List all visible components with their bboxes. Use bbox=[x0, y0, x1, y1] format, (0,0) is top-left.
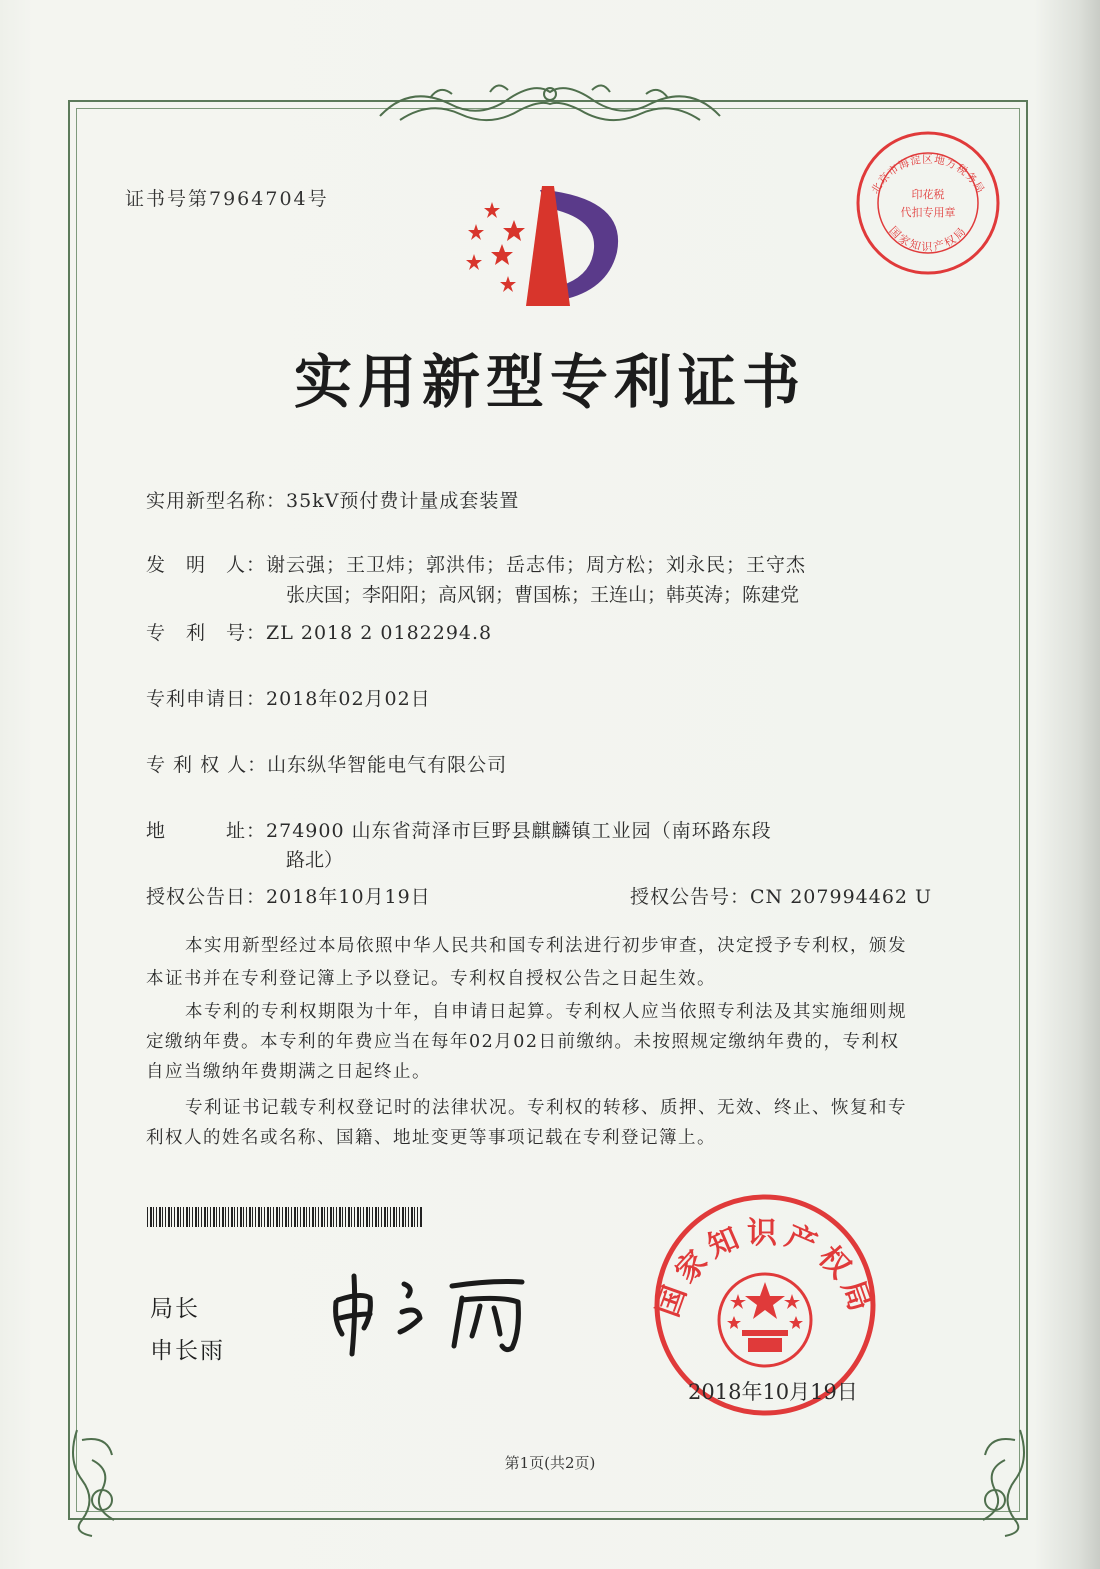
patentee-label: 专 利 权 人： bbox=[146, 754, 268, 776]
paragraph-1-line-1: 本实用新型经过本局依照中华人民共和国专利法进行初步审查，决定授予专利权，颁发 bbox=[185, 936, 907, 956]
seal-date: 2018年10月19日 bbox=[688, 1380, 858, 1404]
paragraph-2-line-1: 本专利的专利权期限为十年，自申请日起算。专利权人应当依照专利法及其实施细则规 bbox=[185, 1002, 907, 1022]
tax-stamp-ring-text: 北京市海淀区地方税务局 bbox=[869, 153, 987, 197]
patent-office-logo bbox=[462, 182, 632, 312]
address-label: 地 址： bbox=[146, 820, 267, 842]
paragraph-2-line-3: 自应当缴纳年费期满之日起终止。 bbox=[146, 1062, 431, 1082]
page-indicator: 第1页(共2页) bbox=[504, 1454, 596, 1472]
grant-number-value: CN 207994462 U bbox=[750, 886, 933, 908]
tax-stamp-bottom-text: 国家知识产权局 bbox=[886, 223, 970, 254]
tax-stamp bbox=[853, 128, 1003, 278]
grant-date-value: 2018年10月19日 bbox=[266, 886, 431, 908]
grant-date-row bbox=[146, 882, 431, 909]
application-date-value: 2018年02月02日 bbox=[266, 688, 431, 710]
application-date-row bbox=[146, 684, 431, 711]
director-title: 局长 bbox=[150, 1296, 200, 1322]
address-line-1: 274900 山东省菏泽市巨野县麒麟镇工业园（南环路东段 bbox=[266, 820, 772, 842]
director-name: 申长雨 bbox=[150, 1338, 225, 1364]
patent-number-label: 专 利 号： bbox=[146, 622, 267, 644]
seal-ring-text: 国家知识产权局 bbox=[650, 1216, 880, 1322]
patent-number-row bbox=[146, 618, 492, 645]
paragraph-3-line-1: 专利证书记载专利权登记时的法律状况。专利权的转移、质押、无效、终止、恢复和专 bbox=[185, 1098, 907, 1118]
bottom-right-ornament bbox=[945, 1420, 1035, 1540]
application-date-label: 专利申请日： bbox=[146, 688, 267, 710]
paragraph-3-line-2: 利权人的姓名或名称、国籍、地址变更等事项记载在专利登记簿上。 bbox=[146, 1128, 716, 1148]
patent-number-value: ZL 2018 2 0182294.8 bbox=[266, 622, 493, 644]
svg-text:国家知识产权局 bbox=[886, 224, 969, 254]
tax-stamp-center-1: 印花税 bbox=[911, 188, 945, 201]
utility-model-name-label: 实用新型名称： bbox=[146, 490, 287, 512]
certificate-title: 实用新型专利证书 bbox=[293, 348, 806, 416]
grant-number-row bbox=[630, 882, 932, 909]
address-row bbox=[146, 816, 772, 843]
inventors-label: 发 明 人： bbox=[146, 554, 267, 576]
utility-model-name-value: 35kV预付费计量成套装置 bbox=[286, 490, 520, 512]
certificate-number: 证书号第7964704号 bbox=[125, 188, 329, 210]
utility-model-name-row bbox=[146, 486, 519, 513]
address-line-2: 路北） bbox=[286, 849, 344, 871]
director-signature bbox=[322, 1262, 552, 1362]
paragraph-2-line-2: 定缴纳年费。本专利的年费应当在每年02月02日前缴纳。未按照规定缴纳年费的，专利权 bbox=[146, 1032, 900, 1052]
barcode bbox=[147, 1207, 422, 1227]
patentee-row bbox=[146, 750, 507, 777]
paragraph-1-line-2: 本证书并在专利登记簿上予以登记。专利权自授权公告之日起生效。 bbox=[146, 969, 716, 989]
grant-date-label: 授权公告日： bbox=[146, 886, 267, 908]
inventors-line-2: 张庆国；李阳阳；高风钢；曹国栋；王连山；韩英涛；陈建党 bbox=[286, 584, 800, 606]
bottom-left-ornament bbox=[62, 1420, 152, 1540]
tax-stamp-center-2: 代扣专用章 bbox=[900, 206, 956, 219]
grant-number-label: 授权公告号： bbox=[630, 886, 751, 908]
patentee-value: 山东纵华智能电气有限公司 bbox=[267, 754, 508, 776]
top-ornament bbox=[370, 74, 730, 134]
inventors-line-1: 谢云强；王卫炜；郭洪伟；岳志伟；周方松；刘永民；王守杰 bbox=[266, 554, 807, 576]
inventors-row bbox=[146, 550, 806, 577]
